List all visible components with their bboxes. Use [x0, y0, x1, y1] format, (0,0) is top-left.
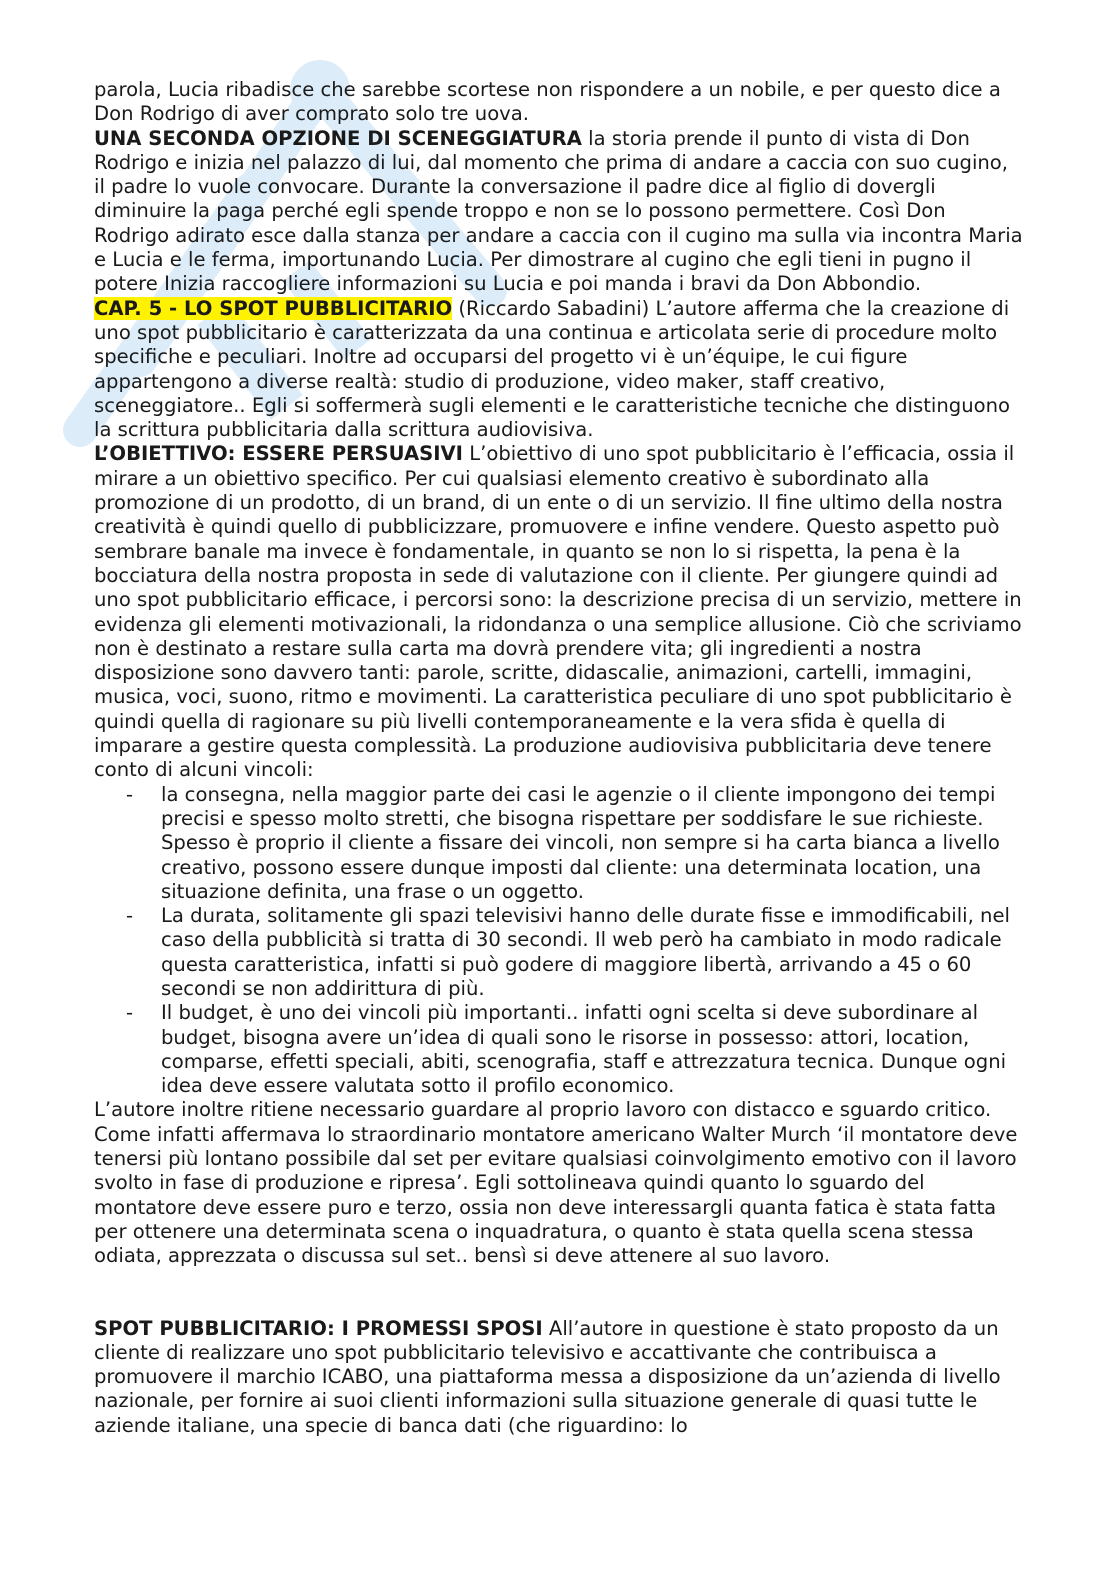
paragraph-chapter-5: [94, 297, 1024, 443]
list-bullet: -: [126, 782, 134, 806]
list-item-text: la consegna, nella maggior parte dei casi le agenzie o il cliente impongono dei tempi precisi e spesso molto stretti, che bisogna rispettare per soddisfare le sue richieste. Spesso è proprio il cliente a fissare dei vincoli, non sempre si ha carta bianca a livello creativo, possono essere dunque imposti dal cliente: una determinata location, una situazione definita, una frase o un oggetto.: [161, 782, 1000, 903]
text-chapter-5: (Riccardo Sabadini) L’autore afferma che la creazione di uno spot pubblicitario è caratterizzata da una continua e articolata serie di procedure molto specifiche e peculiari. Inoltre ad occuparsi del progetto vi è un’équipe, le cui figure appartengono a diverse realtà: studio di produzione, video maker, staff creativo, sceneggiatore.. Egli si soffermerà sugli elementi e le caratteristiche tecniche che distinguono la scrittura pubblicitaria dalla scrittura audiovisiva.: [94, 296, 1011, 442]
heading-chapter-5: CAP. 5 - LO SPOT PUBBLICITARIO: [94, 296, 453, 320]
paragraph-second-option: [94, 127, 1024, 297]
list-bullet: -: [126, 1001, 134, 1025]
paragraph-intro: parola, Lucia ribadisce che sarebbe scortese non rispondere a un nobile, e per questo dice a Don Rodrigo di aver comprato solo tre uova.: [94, 78, 1001, 126]
list-item: [94, 1001, 1024, 1098]
text-second-option: la storia prende il punto di vista di Don Rodrigo e inizia nel palazzo di lui, dal momento che prima di andare a caccia con suo cugino, il padre lo vuole convocare. Durante la conversazione il padre dice al figlio di dovergli diminuire la paga perché egli spende troppo e non se lo possono permettere. Così Don Rodrigo adirato esce dalla stanza per andare a caccia con il cugino ma sulla via incontra Maria e Lucia e le ferma, importunando Lucia. Per dimostrare al cugino che egli tieni in pugno il potere Inizia raccogliere informazioni su Lucia e poi manda i bravi da Don Abbondio.: [94, 126, 1023, 296]
list-item: [94, 904, 1024, 1001]
heading-second-option: UNA SECONDA OPZIONE DI SCENEGGIATURA: [94, 126, 582, 150]
heading-objective: L’OBIETTIVO: ESSERE PERSUASIVI: [94, 442, 463, 466]
spacer: [94, 1269, 1024, 1317]
document-body: [94, 78, 1024, 1438]
paragraph-objective: [94, 442, 1024, 782]
paragraph-promessi-sposi: [94, 1317, 1024, 1438]
constraints-list: [94, 783, 1024, 1099]
list-item: [94, 783, 1024, 904]
list-item-text: Il budget, è uno dei vincoli più importanti.. infatti ogni scelta si deve subordinare al budget, bisogna avere un’idea di quali sono le risorse in possesso: attori, location, comparse, effetti speciali, abiti, scenografia, staff e attrezzatura tecnica. Dunque ogni idea deve essere valutata sotto il profilo economico.: [161, 1001, 1007, 1098]
list-item-text: La durata, solitamente gli spazi televisivi hanno delle durate fisse e immodificabili, nel caso della pubblicità si tratta di 30 secondi. Il web però ha cambiato in modo radicale questa caratteristica, infatti si può godere di maggiore libertà, arrivando a 45 o 60 secondi se non addirittura di più.: [161, 904, 1010, 1000]
heading-promessi-sposi: SPOT PUBBLICITARIO: I PROMESSI SPOSI: [94, 1316, 543, 1340]
paragraph-editor-distance: L’autore inoltre ritiene necessario guardare al proprio lavoro con distacco e sguardo critico. Come infatti affermava lo straordinario montatore americano Walter Murch ‘il montatore deve tenersi più lontano possibile dal set per evitare qualsiasi coinvolgimento emotivo con il lavoro svolto in fase di produzione e ripresa’. Egli sottolineava quindi quanto lo sguardo del montatore deve essere puro e terzo, ossia non deve interessargli quanta fatica è stata fatta per ottenere una determinata scena o inquadratura, o quanto è stata quella scena stessa odiata, apprezzata o discussa sul set.. bensì si deve attenere al suo lavoro.: [94, 1098, 1018, 1268]
text-promessi-sposi: All’autore in questione è stato proposto da un cliente di realizzare uno spot pubblicitario televisivo e accattivante che contribuisca a promuovere il marchio ICABO, una piattaforma messa a disposizione da un’azienda di livello nazionale, per fornire ai suoi clienti informazioni sulla situazione generale di quasi tutte le aziende italiane, una specie di banca dati (che riguardino: lo: [94, 1316, 1001, 1437]
list-bullet: -: [126, 904, 134, 928]
text-objective: L’obiettivo di uno spot pubblicitario è l’efficacia, ossia il mirare a un obiettivo specifico. Per cui qualsiasi elemento creativo è subordinato alla promozione di un prodotto, di un brand, di un ente o di un servizio. Il fine ultimo della nostra creatività è quindi quello di pubblicizzare, promuovere e infine vendere. Questo aspetto può sembrare banale ma invece è fondamentale, in quanto se non lo si rispetta, la pena è la bocciatura della nostra proposta in sede di valutazione con il cliente. Per giungere quindi ad uno spot pubblicitario efficace, i percorsi sono: la descrizione precisa di un servizio, mettere in evidenza gli elementi motivazionali, la ridondanza o una semplice allusione. Ciò che scriviamo non è destinato a restare sulla carta ma dovrà prendere vita; gli ingredienti a nostra disposizione sono davvero tanti: parole, scritte, didascalie, animazioni, cartelli, immagini, musica, voci, suono, ritmo e movimenti. La caratteristica peculiare di uno spot pubblicitario è quindi quella di ragionare su più livelli contemporaneamente e la vera sfida è quella di imparare a gestire questa complessità. La produzione audiovisiva pubblicitaria deve tenere conto di alcuni vincoli:: [94, 442, 1022, 782]
